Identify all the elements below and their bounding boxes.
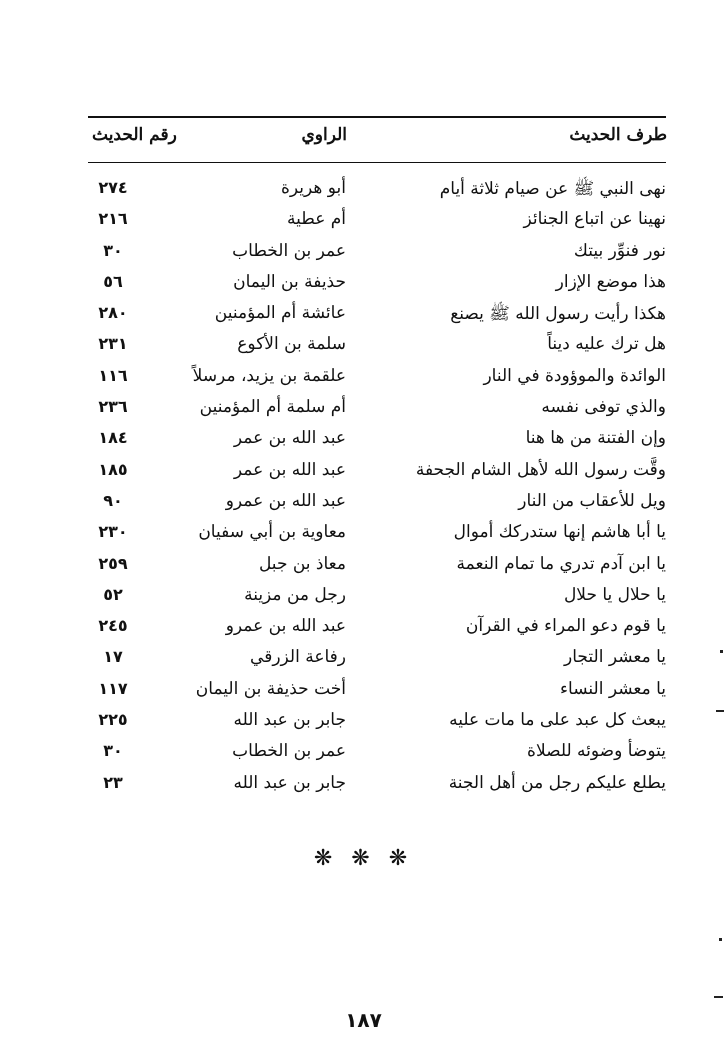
header-hadith-text: طرف الحديث [569,125,667,145]
margin-mark [719,938,722,941]
narrator-name: أبو هريرة [280,178,346,198]
table-row [88,771,666,802]
header-rule [88,162,666,163]
top-rule [88,116,666,118]
table-row [88,583,666,614]
narrator-name: عبد الله بن عمر [233,428,346,449]
table-row [88,677,666,708]
narrator-name: رفاعة الزرقي [250,647,346,668]
hadith-number: ٢٤٥ [98,616,128,636]
table-row [88,645,666,676]
hadith-text: يبعث كل عبد على ما مات عليه [449,710,666,731]
narrator-name: معاوية بن أبي سفيان [198,522,346,543]
table-row [88,239,666,270]
narrator-name: عمر بن الخطاب [232,741,346,762]
table-row [88,364,666,395]
table-row [88,614,666,645]
margin-mark [716,710,724,712]
hadith-text: نهينا عن اتباع الجنائز [523,209,666,230]
table-row [88,708,666,739]
hadith-text: يا معشر النساء [560,678,666,699]
table-row [88,207,666,238]
hadith-number: ٢٣٦ [98,397,128,417]
hadith-text: هكذا رأيت رسول الله ﷺ يصنع [450,304,666,325]
hadith-text: نور فنوِّر بيتك [573,240,666,261]
margin-mark [720,650,723,653]
hadith-number: ٢١٦ [98,209,128,229]
table-row [88,426,666,457]
narrator-name: رجل من مزينة [244,584,346,605]
table-row [88,176,666,207]
hadith-text: وقَّت رسول الله لأهل الشام الجحفة [415,459,666,480]
table-row [88,458,666,489]
table-row [88,489,666,520]
hadith-number: ١٧ [103,647,123,667]
narrator-name: عبد الله بن عمرو [225,616,346,637]
hadith-text: ويل للأعقاب من النار [518,490,666,511]
hadith-text: يا أبا هاشم إنها ستدركك أموال [453,522,666,543]
page-number: ١٨٧ [345,1008,382,1032]
margin-mark [714,996,723,998]
hadith-text: نهى النبي ﷺ عن صيام ثلاثة أيام [439,179,666,199]
hadith-text: يا معشر التجار [564,647,666,668]
hadith-text: والذي توفى نفسه [541,397,666,418]
hadith-text: يطلع عليكم رجل من أهل الجنة [448,772,666,793]
table-row [88,552,666,583]
hadith-number: ٣٠ [103,741,123,761]
table-row [88,332,666,363]
hadith-number: ٢٣٠ [98,522,128,542]
narrator-name: أم سلمة أم المؤمنين [199,397,346,418]
hadith-text: يتوضأ وضوئه للصلاة [527,741,666,762]
narrator-name: أخت حذيفة بن اليمان [195,678,346,699]
hadith-text: هذا موضع الإزار [555,271,666,292]
hadith-text: وإن الفتنة من ها هنا [525,428,666,449]
hadith-number: ١١٧ [98,678,128,698]
header-hadith-number: رقم الحديث [92,125,177,145]
narrator-name: حذيفة بن اليمان [233,271,346,292]
section-ornament: ❋ ❋ ❋ [313,846,414,871]
narrator-name: جابر بن عبد الله [233,710,346,731]
hadith-number: ١١٦ [98,365,128,385]
hadith-number: ٣٠ [103,240,123,260]
hadith-text: الوائدة والموؤودة في النار [483,365,666,386]
narrator-name: أم عطية [287,209,346,230]
hadith-number: ٢٢٥ [98,710,128,730]
table-row [88,270,666,301]
hadith-number: ٢٣١ [98,334,128,354]
hadith-number: ١٨٤ [98,428,128,448]
hadith-text: هل ترك عليه ديناً [547,334,666,355]
table-row [88,520,666,551]
narrator-name: عائشة أم المؤمنين [214,303,346,324]
table-row [88,301,666,332]
narrator-name: عبد الله بن عمرو [225,490,346,511]
hadith-number: ١٨٥ [98,459,128,479]
narrator-name: عبد الله بن عمر [233,459,346,480]
narrator-name: علقمة بن يزيد، مرسلاً [192,365,346,386]
hadith-number: ٩٠ [103,490,123,510]
table-row [88,739,666,770]
hadith-text: يا ابن آدم تدري ما تمام النعمة [456,553,666,574]
hadith-number: ٢٣ [103,772,123,792]
hadith-number: ٢٧٤ [98,178,128,197]
hadith-number: ٢٨٠ [98,303,128,323]
narrator-name: عمر بن الخطاب [232,240,346,261]
hadith-text: يا حلال يا حلال [563,584,666,605]
hadith-text: يا قوم دعو المراء في القرآن [465,616,666,637]
table-row [88,395,666,426]
narrator-name: سلمة بن الأكوع [237,334,346,355]
hadith-number: ٥٢ [103,584,123,604]
hadith-index-table [88,176,666,802]
header-narrator: الراوي [301,125,347,145]
hadith-number: ٥٦ [103,271,123,291]
narrator-name: معاذ بن جبل [258,553,346,574]
narrator-name: جابر بن عبد الله [233,772,346,793]
hadith-number: ٢٥٩ [98,553,128,573]
